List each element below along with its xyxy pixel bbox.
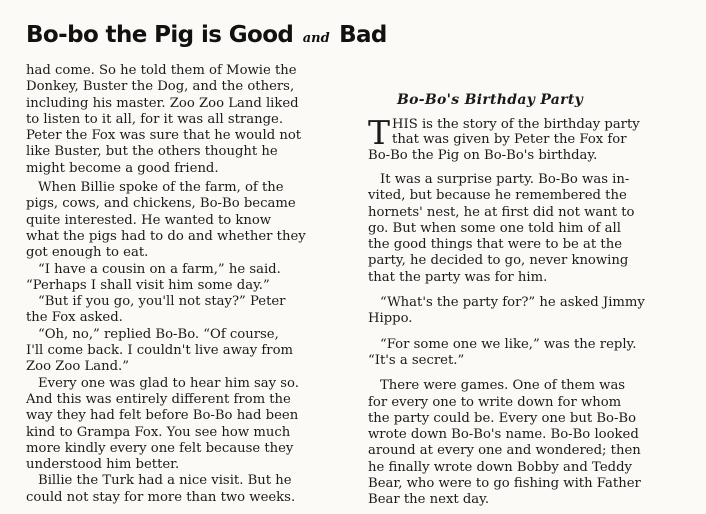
text-line: Hippo. [368, 311, 413, 327]
header-title-part1: Bo-bo the Pig is Good [26, 22, 294, 48]
text-line: Bear the next day. [368, 492, 490, 508]
text-line: hornets' nest, he at first did not want to [368, 204, 635, 220]
text-line: including his master. Zoo Zoo Land liked [26, 95, 299, 111]
text-line: for every one to write down for whom [368, 394, 622, 410]
text-line: Zoo Zoo Land.” [26, 359, 129, 375]
text-line: that the party was for him. [368, 269, 548, 285]
text-line: could not stay for more than two weeks. [26, 489, 296, 505]
text-line: “Perhaps I shall visit him some day.” [26, 277, 270, 293]
text-line: he finally wrote down Bobby and Teddy [368, 459, 632, 475]
text-line: might become a good friend. [26, 160, 219, 176]
text-line: had come. So he told them of Mowie the [26, 63, 297, 78]
text-line: Peter the Fox was sure that he would not [26, 128, 302, 144]
right-column [368, 113, 673, 509]
text-line: Donkey, Buster the Dog, and the others, [26, 79, 295, 95]
text-line: There were games. One of them was [380, 378, 626, 394]
text-line: go. But when some one told him of all [368, 220, 621, 236]
text-line: It was a surprise party. Bo-Bo was in- [380, 172, 630, 187]
text-line: understood him better. [26, 457, 180, 473]
text-line: quite interested. He wanted to know [26, 212, 272, 228]
text-line: like Buster, but the others thought he [26, 144, 278, 160]
text-line: got enough to eat. [26, 245, 149, 261]
page-header [26, 22, 387, 48]
text-line: the party could be. Every one but Bo-Bo [368, 410, 637, 426]
column-gutter [352, 18, 353, 498]
text-line: the Fox asked. [26, 310, 123, 326]
text-line: “I have a cousin on a farm,” he said. [38, 261, 281, 277]
text-line: around at every one and wondered; then [368, 443, 641, 459]
text-line: vited, but because he remembered the [368, 188, 627, 204]
text-line: Billie the Turk had a nice visit. But he [38, 473, 292, 489]
left-column [26, 63, 338, 506]
text-line: “But if you go, you'll not stay?” Peter [38, 294, 286, 310]
text-line: “It's a secret.” [368, 352, 465, 368]
intro-line: that was given by Peter the Fox for [392, 132, 627, 147]
story-title: Bo-Bo's Birthday Party [397, 92, 584, 108]
header-title-part2: Bad [339, 22, 387, 48]
intro-line: Bo-Bo the Pig on Bo-Bo's birthday. [368, 148, 598, 163]
text-line: party, he decided to go, never knowing [368, 253, 629, 269]
text-line: pigs, cows, and chickens, Bo-Bo became [26, 196, 296, 212]
text-line: “Oh, no,” replied Bo-Bo. “Of course, [38, 326, 279, 342]
text-line: Bear, who were to go fishing with Father [368, 476, 641, 492]
text-line: When Billie spoke of the farm, of the [38, 180, 284, 196]
text-line: what the pigs had to do and whether they [26, 228, 306, 244]
intro-line: HIS is the story of the birthday party [392, 117, 640, 132]
text-line: wrote down Bo-Bo's name. Bo-Bo looked [368, 427, 639, 443]
drop-cap: T [368, 113, 391, 152]
text-line: way they had felt before Bo-Bo had been [26, 408, 299, 424]
text-line: And this was entirely different from the [26, 391, 291, 407]
text-line: I'll come back. I couldn't live away from [26, 343, 294, 359]
text-line: to listen to it all, for it was all strange. [26, 111, 284, 127]
text-line: “What's the party for?” he asked Jimmy [380, 295, 645, 311]
header-connector: and [302, 31, 330, 46]
text-line: more kindly every one felt because they [26, 440, 294, 456]
text-line: “For some one we like,” was the reply. [380, 336, 637, 352]
text-line: kind to Grampa Fox. You see how much [26, 424, 291, 440]
text-line: Every one was glad to hear him say so. [38, 375, 299, 391]
text-line: the good things that were to be at the [368, 237, 623, 253]
